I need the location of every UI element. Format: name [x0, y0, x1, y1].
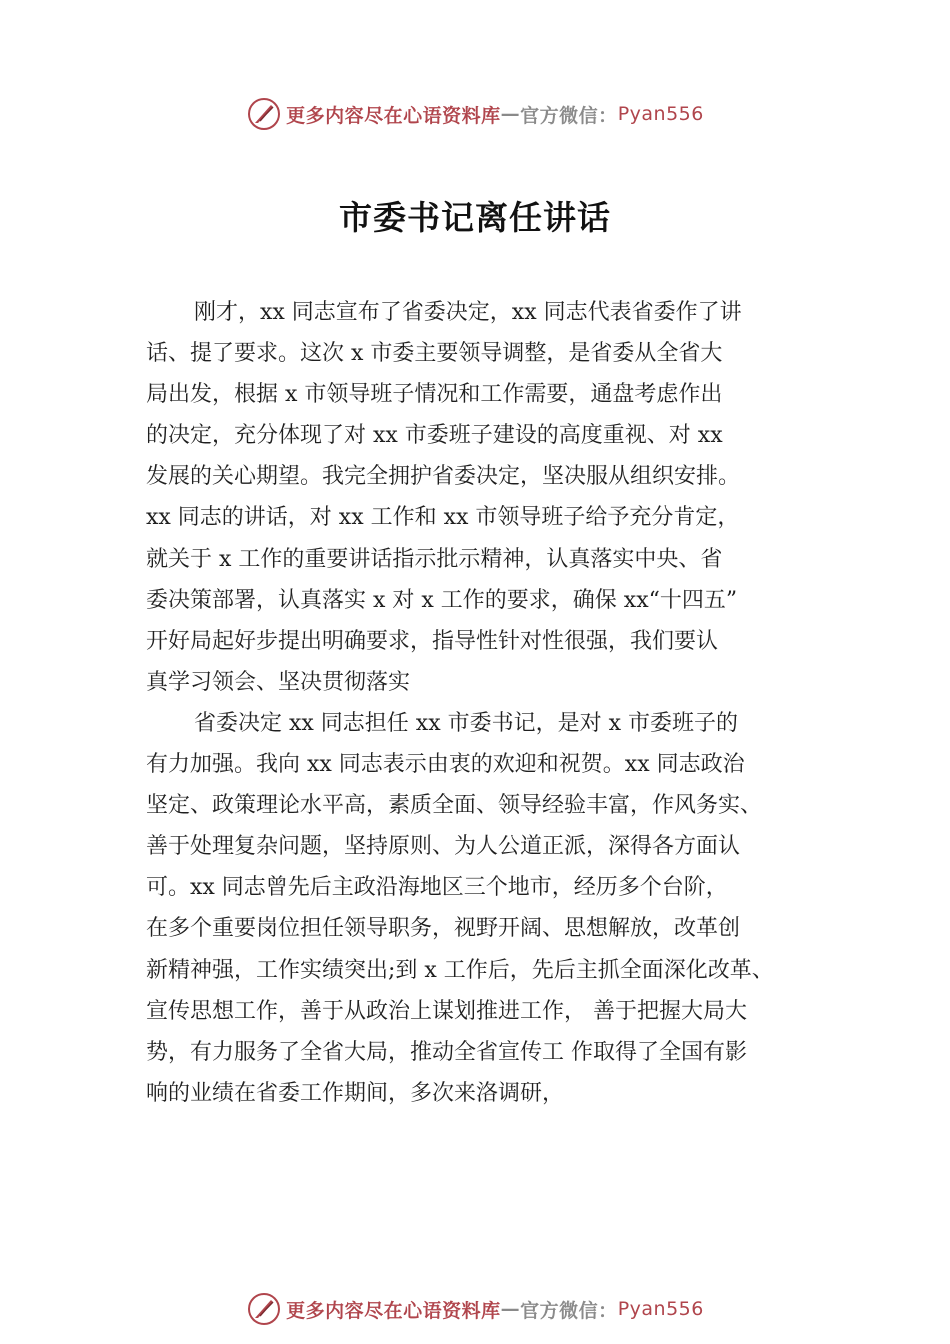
watermark-wechat-id: Pyan556: [617, 1298, 704, 1320]
body-line: 在多个重要岗位担任领导职务，视野开阔、思想解放，改革创: [146, 916, 741, 942]
watermark-wechat-id: Pyan556: [617, 103, 704, 125]
document-title: 市委书记离任讲话: [339, 198, 611, 237]
body-line: 局出发，根据 x 市领导班子情况和工作需要，通盘考虑作出: [146, 382, 723, 408]
quill-logo-icon: [246, 96, 282, 132]
body-line: 可。xx 同志曾先后主政沿海地区三个地市，经历多个台阶，: [146, 875, 728, 901]
quill-logo-icon: [246, 1291, 282, 1327]
body-line: 善于处理复杂问题，坚持原则、为人公道正派，深得各方面认: [146, 834, 741, 860]
body-line: 坚定、政策理论水平高，素质全面、领导经验丰富，作风务实、: [146, 793, 763, 819]
body-line: 刚才，xx 同志宣布了省委决定，xx 同志代表省委作了讲: [194, 300, 742, 325]
body-line: xx 同志的讲话，对 xx 工作和 xx 市领导班子给予充分肯定，: [146, 505, 740, 531]
watermark-label: 官方微信：: [520, 104, 618, 127]
body-line: 发展的关心期望。我完全拥护省委决定，坚决服从组织安排。: [146, 464, 741, 490]
body-line: 就关于 x 工作的重要讲话指示批示精神，认真落实中央、省: [146, 546, 723, 572]
body-line: 省委决定 xx 同志担任 xx 市委书记，是对 x 市委班子的: [194, 710, 738, 736]
body-line: 的决定，充分体现了对 xx 市委班子建设的高度重视、对 xx: [146, 423, 723, 449]
watermark-dash: —: [500, 103, 521, 125]
watermark-dash: —: [500, 1298, 521, 1320]
body-line: 宣传思想工作，善于从政治上谋划推进工作， 善于把握大局大: [146, 998, 747, 1024]
watermark-main-text: 更多内容尽在心语资料库: [286, 1299, 501, 1322]
watermark-main-text: 更多内容尽在心语资料库: [286, 104, 501, 127]
document-body: [146, 292, 846, 1114]
watermark-label: 官方微信：: [520, 1299, 618, 1322]
footer-watermark: [0, 1289, 950, 1329]
body-line: 势，有力服务了全省大局，推动全省宣传工 作取得了全国有影: [146, 1039, 747, 1065]
body-line: 真学习领会、坚决贯彻落实: [146, 669, 411, 695]
body-line: 委决策部署，认真落实 x 对 x 工作的要求，确保 xx“十四五”: [146, 587, 738, 613]
body-line: 话、提了要求。这次 x 市委主要领导调整，是省委从全省大: [146, 341, 723, 367]
body-line: 响的业绩在省委工作期间，多次来洛调研，: [146, 1080, 565, 1106]
body-line: 开好局起好步提出明确要求，指导性针对性很强，我们要认: [146, 628, 719, 654]
header-watermark: [0, 94, 950, 134]
body-line: 有力加强。我向 xx 同志表示由衷的欢迎和祝贺。xx 同志政治: [146, 752, 745, 778]
body-line: 新精神强，工作实绩突出;到 x 工作后，先后主抓全面深化改革、: [146, 957, 774, 983]
